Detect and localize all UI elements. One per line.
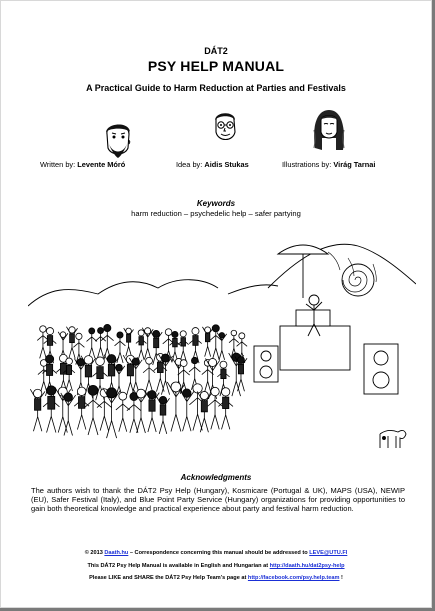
credit-illustrator-name: Virág Tarnai	[333, 160, 376, 169]
crowd-figure	[87, 328, 97, 358]
credit-illustrator-label: Illustrations by:	[282, 160, 332, 169]
footer-copyright	[0, 550, 432, 556]
credit-illustrator	[282, 160, 375, 169]
crowd-figure	[84, 385, 101, 435]
footer-facebook-suffix: !	[339, 575, 343, 581]
credit-idea-name: Aidis Stukas	[204, 160, 249, 169]
idea-portrait	[208, 110, 242, 146]
footer-copyright-prefix: © 2013	[84, 550, 105, 556]
acknowledgments-heading: Acknowledgments	[180, 473, 252, 482]
footer-facebook	[0, 575, 432, 581]
org-name: DÁT2	[204, 46, 228, 56]
crowd-figure	[136, 330, 147, 360]
acknowledgments-text: The authors wish to thank the DÁT2 Psy Help (Hungary), Kosmicare (Portugal & UK), MAPS (USA), NEWIP (EU), Safer Festival (Italy), and Blue Point Party Service (Hungary) organizations for providing opportunities to gain both theoretical knowledge and practical experience about party and festival harm reduction.	[31, 486, 405, 514]
keywords-text: harm reduction – psychedelic help – safer partying	[131, 209, 301, 218]
credit-idea	[176, 160, 249, 169]
daath-link[interactable]: Daath.hu	[104, 550, 129, 556]
footer-availability-text: This DÁT2 Psy Help Manual is available in English and Hungarian at	[87, 563, 270, 569]
crowd-figure	[116, 392, 130, 431]
document-title: PSY HELP MANUAL	[147, 58, 285, 74]
credit-author-label: Written by:	[40, 160, 76, 169]
crowd-figure	[74, 387, 89, 429]
crowd-figure	[95, 327, 106, 357]
footer-availability	[0, 563, 432, 569]
manual-download-link[interactable]: http://daath.hu/dat2psy-help	[269, 563, 345, 569]
document-subtitle: A Practical Guide to Harm Reduction at Parties and Festivals	[86, 83, 346, 93]
crowd-figure	[178, 331, 189, 362]
author-portrait	[97, 120, 139, 160]
crowd-figure	[66, 327, 77, 359]
crowd-figure	[217, 332, 227, 359]
contact-email-link[interactable]: LEVE@UTU.FI	[309, 550, 348, 556]
credit-author-name: Levente Móró	[77, 160, 126, 169]
facebook-page-link[interactable]: http://facebook.com/psy.help.team	[247, 575, 340, 581]
crowd-figure	[124, 328, 134, 356]
credit-author	[40, 160, 125, 169]
footer-copyright-middle: – Correspondence concerning this manual should be addressed to	[128, 550, 310, 556]
crowd-figure	[179, 389, 194, 431]
crowd-figure	[43, 386, 59, 433]
crowd-figure	[156, 396, 169, 433]
crowd-figure	[167, 382, 184, 431]
festival-crowd-drawing	[28, 228, 416, 464]
credit-idea-label: Idea by:	[176, 160, 203, 169]
crowd-figure	[202, 327, 212, 357]
illustrator-portrait	[310, 108, 348, 154]
keywords-heading: Keywords	[196, 199, 236, 208]
footer-facebook-text: Please LIKE and SHARE the DÁT2 Psy Help Team's page at	[89, 575, 248, 581]
crowd-figure	[30, 389, 45, 431]
